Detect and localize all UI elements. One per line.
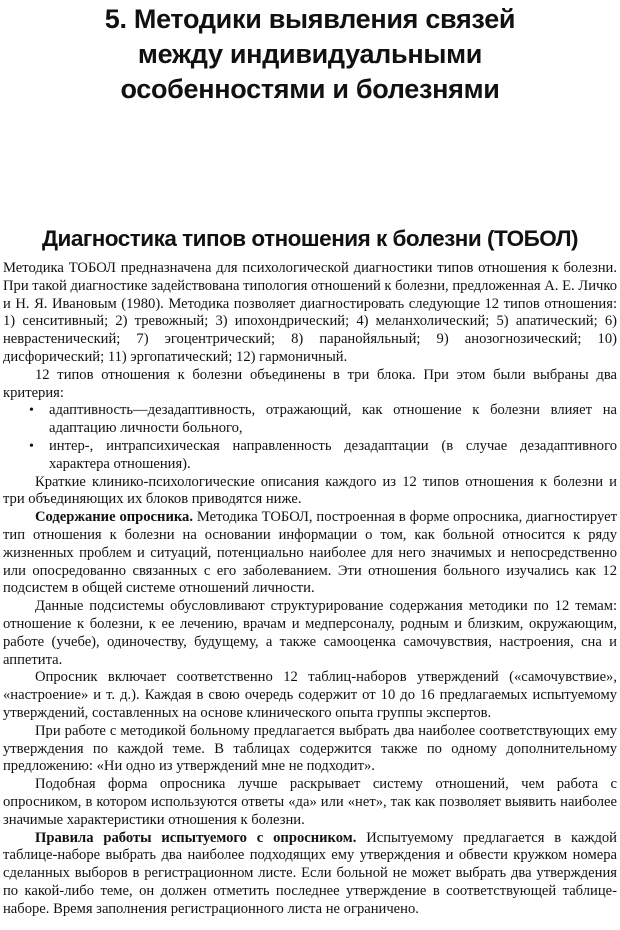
- criteria-list: [3, 402, 617, 473]
- paragraph-rules-text: Испытуемому предлагается в каждой таблице-наборе выбрать два наиболее подходящих ему утверждения и обвести кружком номера сделанных выборов в регистрационном листе. Если больной не может выбрать два утверждения по какой-либо теме, он должен отметить последнее утверждение в соответствующей таблице-наборе. Время заполнения регистрационного листа не ограничено.: [3, 829, 617, 917]
- paragraph-blocks: 12 типов отношения к болезни объединены в три блока. При этом были выбраны два критерия:: [3, 366, 617, 401]
- paragraph-work: При работе с методикой больному предлагается выбрать два наиболее соответствующих ему утверждения по каждой теме. В таблицах содержится также по одному дополнительному предложению: «Ни одно из утверждений мне не подходит».: [3, 722, 617, 775]
- chapter-title-line-2: между индивидуальными: [137, 39, 483, 69]
- paragraph-content-lead: Содержание опросника.: [35, 509, 193, 526]
- paragraph-subsystems: Данные подсистемы обусловливают структурирование содержания методики по 12 темам: отношение к болезни, к ее лечению, врачам и медперсоналу, родным и близким, окружающим, работе (учебе), одиночеству, будущему, а также самооценка самочувствия, настроения, сна и аппетита.: [3, 598, 617, 668]
- paragraph-form: Подобная форма опросника лучше раскрывает систему отношений, чем работа с опросником, в котором используются ответы «да» или «нет», так как позволяет выявить наиболее значимые характеристики отношения к болезни.: [3, 776, 617, 828]
- paragraph-rules: [3, 830, 617, 919]
- chapter-title-line-3: особенностями и болезнями: [120, 74, 500, 104]
- paragraph-tables: Опросник включает соответственно 12 таблиц-наборов утверждений («самочувствие», «настроение» и т. д.). Каждая в свою очередь содержит от 10 до 16 предлагаемых испытуемому утверждений, составленных на основе клинического опыта группы экспертов.: [3, 669, 617, 721]
- chapter-title: [60, 2, 560, 107]
- body-text: [3, 260, 617, 918]
- paragraph-content-text: Методика ТОБОЛ, построенная в форме опросника, диагностирует тип отношения к болезни на основании информации о том, как больной относится к ряду жизненных проблем и ситуаций, потенциально наиболее для него значимых и непосредственно или опосредованно связанных с его заболеванием. Эти отношения больного изучались как 12 подсистем в общей системе отношений личности.: [3, 509, 617, 597]
- criteria-item-direction: • интер-, интрапсихическая направленность дезадаптации (в случае дезадаптивного характера отношения).: [3, 438, 617, 474]
- criteria-item-adaptivity: • адаптивность—дезадаптивность, отражающий, как отношение к болезни влияет на адаптацию личности больного,: [3, 402, 617, 438]
- paragraph-content: [3, 509, 617, 598]
- paragraph-rules-lead: Правила работы испытуемого с опросником.: [35, 829, 357, 846]
- chapter-title-line-1: 5. Методики выявления связей: [104, 4, 516, 34]
- paragraph-intro: Методика ТОБОЛ предназначена для психологической диагностики типов отношения к болезни. При такой диагностике задействована типология отношений к болезни, предложенная А. Е. Личко и Н. Я. Ивановым (1980). Методика позволяет диагностировать следующие 12 типов отношения: 1) сенситивный; 2) тревожный; 3) ипохондрический; 4) меланхолический; 5) апатический; 6) неврастенический; 7) эгоцентрический; 8) паранойяльный; 9) анозогнозический; 10) дисфорический; 11) эргопатический; 12) гармоничный.: [3, 260, 617, 365]
- paragraph-descriptions: Краткие клинико-психологические описания каждого из 12 типов отношения к болезни и три объединяющих их блоков приводятся ниже.: [3, 473, 617, 508]
- section-title: Диагностика типов отношения к болезни (ТОБОЛ): [41, 226, 579, 251]
